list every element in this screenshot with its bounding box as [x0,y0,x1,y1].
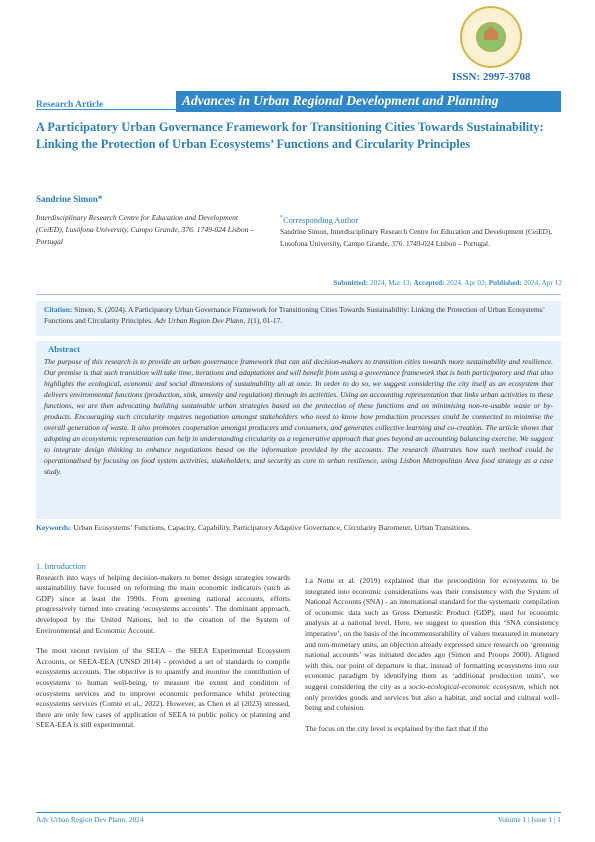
abstract-heading: Abstract [48,344,80,354]
author-affiliation: Interdisciplinary Research Centre for Education and Development (CeiED), Lusófona University, Campo Grande, 376. 1749-024 Lisbon – Portugal [36,213,255,246]
publication-dates [280,278,562,287]
body-paragraph: Research into ways of helping decision-makers to better design strategies towards sustainability have focused on reforming the main economic indicators (such as GDP) since at least the 1990s. From greening national accounts, efforts progressively turned into creating ‘ecosystems accounts’. The dominant approach, developed by the United Nations, led to the creation of the System of Environmental and Economic Account. [36,572,290,635]
section-heading: 1. Introduction [36,562,86,571]
keywords [36,522,561,534]
article-type: Research Article [36,100,104,110]
keywords-label: Keywords: [36,523,72,532]
paper-title: A Participatory Urban Governance Framework for Transitioning Cities Towards Sustainability: Linking the Protection of Urban Ecosystems’ Functions and Circularity Principles [36,120,544,151]
published-label: Published: [488,278,522,287]
body-paragraph: The most recent revision of the SEEA - the SEEA Experimental Ecosystem Accounts, or SEEA-EEA (UNSD 2014) - provided a set of standards to compile ecosystems accounts. The objective is to quantify and monitor the contribution of ecosystems to human well-being, to measure the extent and condition of ecosystems services and to improve economic performance whilst protecting ecosystems services (Comte et al., 2022). However, as Chen et al (2023) stressed, there are only few cases of application of SEEA to public policy or planning and SEEA-EEA is still experimental. [36,646,290,730]
footer-journal: Adv Urban Region Dev Plann, 2024 [36,815,144,824]
journal-banner: Advances in Urban Regional Development and Planning [176,91,561,112]
citation-box [36,301,561,336]
author-name: Sandrine Simon* [36,194,103,204]
keywords-text: Urban Ecosystems’ Functions, Capacity, Capability, Participatory Adaptive Governance, Circularity Barometer, Urban Transitions. [73,523,471,532]
journal-logo [460,6,522,68]
footer-rule [36,812,561,813]
body-column-right [305,576,559,744]
body-paragraph [305,576,559,714]
submitted-date: 2024, Mar 13; [370,278,412,287]
emphasis-text: socio-ecological-economic ecosystem, [409,681,526,691]
body-column-left [36,562,290,741]
corresponding-marker: * [280,215,283,221]
section-divider [36,294,561,295]
body-paragraph: The focus on the city level is explained by the fact that if the [305,723,488,733]
submitted-label: Submitted: [333,278,369,287]
published-date: 2024, Apr 12 [523,278,562,287]
corresponding-author-details: Sandrine Simon, Interdisciplinary Research Centre for Education and Development (CeiED), Lusofona University, Campo Grande, 376. 1749-024 Lisbon – Portugal. [280,227,553,248]
issn: ISSN: 2997-3708 [452,71,531,83]
citation-label: Citation: [44,305,73,314]
footer-volume: Volume 1 | Issue 1 | 1 [497,815,561,824]
abstract-box [36,341,561,519]
abstract-text: The purpose of this research is to provide an urban governance framework that can aid decision-makers to transition cities towards more sustainability and resilience. Our premise is that such transition will take time, iterations and adaptations and will benefit from using a governance framework that is both participatory and that also highlights the ecological, economic and social dimensions of sustainability all at once. In order to do so, we suggest considering the city itself as an ecosystem that delivers environmental functions (production, sink, amenity and regulation) through its activities. Using an accounting representation that links urban activities to these functions, we are then advocating building sustainable urban strategies based on the protection of these functions and on minimising non-re-usable waste or by-products. Encouraging such circularity requires negotiation amongst stakeholders who need to know how production processes could be connected to minimise the overall generation of waste. It also promotes cooperation amongst producers and consumers, and generates collective learning and co-creation. The article shows that adopting an ecosystemic representation can help in understanding circularity as a regenerative approach that goes beyond an accounting balancing exercise. We suggest to integrate design thinking to enhance negotiations based on the information provided by the accounts. The research illustrates how such method could be operationalised by focusing on food system activities, stakeholders, and security as core to urban resilience, using Lisbon Metropolitan Area food strategy as a case study. [44,357,553,476]
corresponding-heading-text: Corresponding Author [283,215,359,225]
citation-pages: (1), 01-17. [250,316,283,325]
accepted-date: 2024, Apr 02; [446,278,487,287]
citation-journal: Adv Urban Region Dev Plann, 1 [154,316,251,325]
accepted-label: Accepted: [413,278,445,287]
citation-text: Simon, S. (2024). A Participatory Urban Governance Framework for Transitioning Cities Towards Sustainability: Linking the Protection of Urban Ecosystems’ Functions and Circularity Principles. [44,305,545,325]
paragraph-part: La Notte et al. (2019) explained that the precondition for ecosystems to be integrated into economic considerations was their consistency with the System of National Accounts (SNA) - an international standard for the systematic compilation of economic data such as Gross Domestic Product (GDP), used for economic analysis at a national level. Here, we suggest to question this ‘SNA consistency imperative’, on the basis of the incommensurability of values measured in monetary and non-monetary units, an objection already expressed since research on ‘greening national accounts’ was initiated decades ago (Simon and Proops 2000). Aligned with this, our point of departure is that, instead of formatting ecosystems into our economic paradigm by identifying them as ‘additional production units’, we suggest considering the city as a [305,576,560,691]
corresponding-author-heading [280,215,358,225]
paragraph-part: which not only provides goods and services but also a habitat, and social and cultural well-being and cohesion. [305,681,559,713]
